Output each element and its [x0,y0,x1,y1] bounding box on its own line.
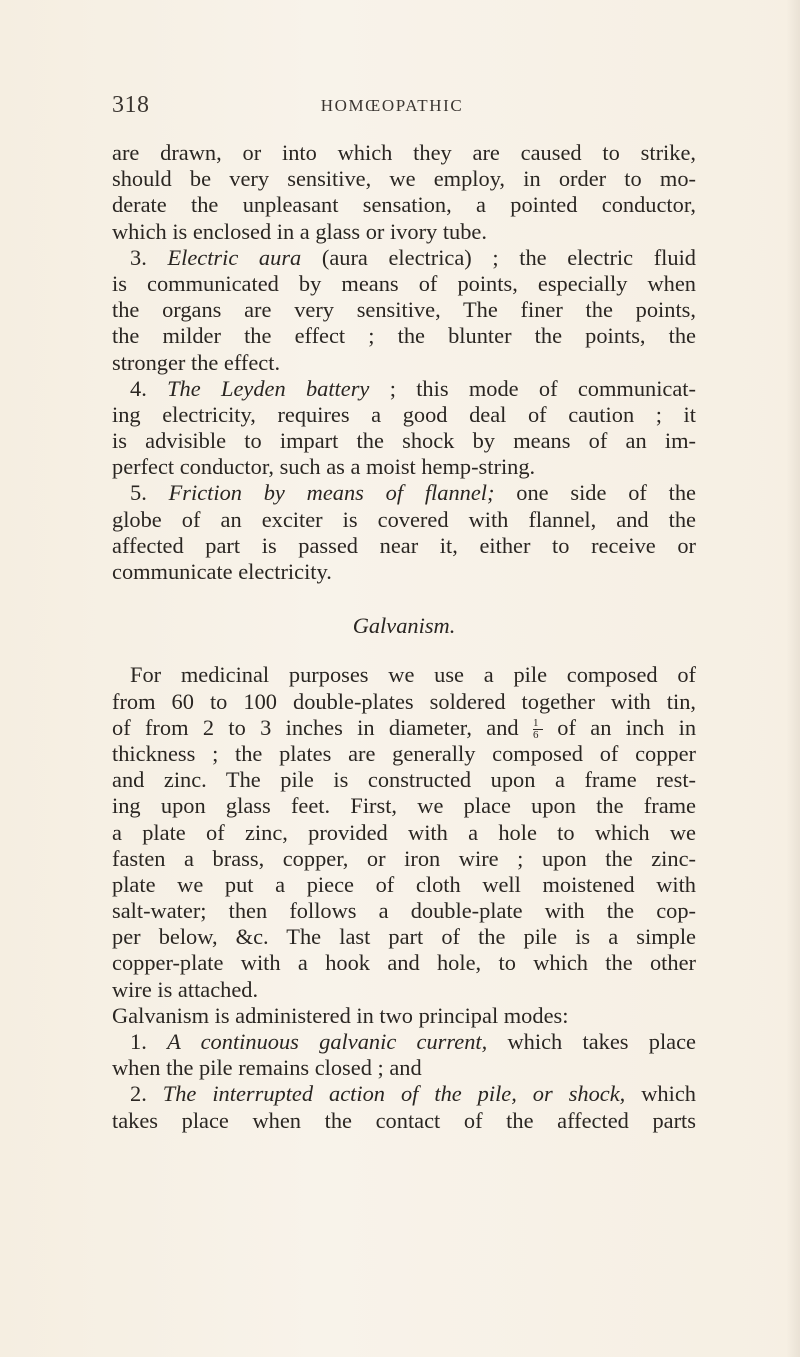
text-line: when the pile remains closed ; and [112,1055,422,1081]
text-segment: of from 2 to 3 inches in diameter, and [112,714,519,740]
body-text [112,140,696,1134]
text-line: is advisible to impart the shock by means of an im- [112,428,696,454]
text-line: the organs are very sensitive, The finer the points, [112,297,696,323]
item-text: ; this mode of communicat- [389,375,696,401]
text-line: are drawn, or into which they are caused to strike, [112,140,696,165]
item-text: one side of the [516,480,696,506]
text-line: fasten a brass, copper, or iron wire ; upon the zinc- [112,845,696,871]
text-line: perfect conductor, such as a moist hemp-string. [112,454,536,480]
section-gap [112,585,696,613]
page-edge-shadow [786,0,800,1357]
item-text: which [641,1081,696,1107]
page-number: 318 [112,92,150,118]
text-line: wire is attached. [112,976,259,1002]
text-line: communicate electricity. [112,559,332,584]
fraction-denominator: 6 [532,729,539,742]
text-line: a plate of zinc, provided with a hole to which we [112,819,696,845]
item-term: Friction by means of flannel; [168,480,495,506]
running-title: HOMŒOPATHIC [320,96,464,115]
numbered-item-2 [112,1081,696,1107]
item-number: 4. [130,375,147,401]
item-number: 3. [130,244,147,270]
numbered-item-1 [112,1029,696,1055]
item-term: A continuous galvanic current, [167,1029,488,1054]
item-term: The Leyden battery [167,375,370,401]
text-line: globe of an exciter is covered with flannel, and the [112,506,696,532]
text-segment: of an inch in [557,714,697,740]
text-line: is communicated by means of points, especially when [112,270,696,296]
text-line: ing upon glass feet. First, we place upon the frame [112,793,696,819]
text-line: derate the unpleasant sensation, a pointed conductor, [112,192,696,218]
item-term: Electric aura [167,244,302,270]
text-line: the milder the effect ; the blunter the points, the [112,323,696,349]
text-line: takes place when the contact of the affected parts [112,1107,696,1133]
item-number: 5. [130,480,147,506]
item-term: The interrupted action of the pile, or shock, [162,1081,626,1107]
text-line: thickness ; the plates are generally composed of copper [112,740,696,766]
text-line: For medicinal purposes we use a pile composed of [130,662,696,688]
fraction [533,718,543,741]
item-text: which takes place [507,1029,696,1054]
text-line: copper-plate with a hook and hole, to which the other [112,950,696,976]
fraction-numerator: 1 [533,718,543,730]
text-line: salt-water; then follows a double-plate with the cop- [112,898,696,924]
text-line: plate we put a piece of cloth well moistened with [112,871,696,897]
text-line: Galvanism is administered in two principal modes: [112,1002,569,1028]
text-line: stronger the effect. [112,349,281,375]
numbered-item-4 [112,376,696,402]
text-line: from 60 to 100 double-plates soldered together with tin, [112,688,696,714]
section-heading: Galvanism. [352,613,456,639]
item-number: 2. [130,1081,147,1107]
item-number: 1. [130,1029,147,1054]
running-head [112,92,672,122]
text-line: and zinc. The pile is constructed upon a frame rest- [112,767,696,793]
section-gap [112,639,696,662]
text-line-with-fraction [112,715,696,741]
numbered-item-3 [112,245,696,271]
numbered-item-5 [112,480,696,506]
text-line: affected part is passed near it, either to receive or [112,532,696,558]
text-line: per below, &c. The last part of the pile is a simple [112,924,696,950]
text-line: ing electricity, requires a good deal of caution ; it [112,401,696,427]
item-text: (aura electrica) ; the electric fluid [321,244,696,270]
text-line: which is enclosed in a glass or ivory tube. [112,218,487,244]
text-line: should be very sensitive, we employ, in order to mo- [112,166,696,192]
